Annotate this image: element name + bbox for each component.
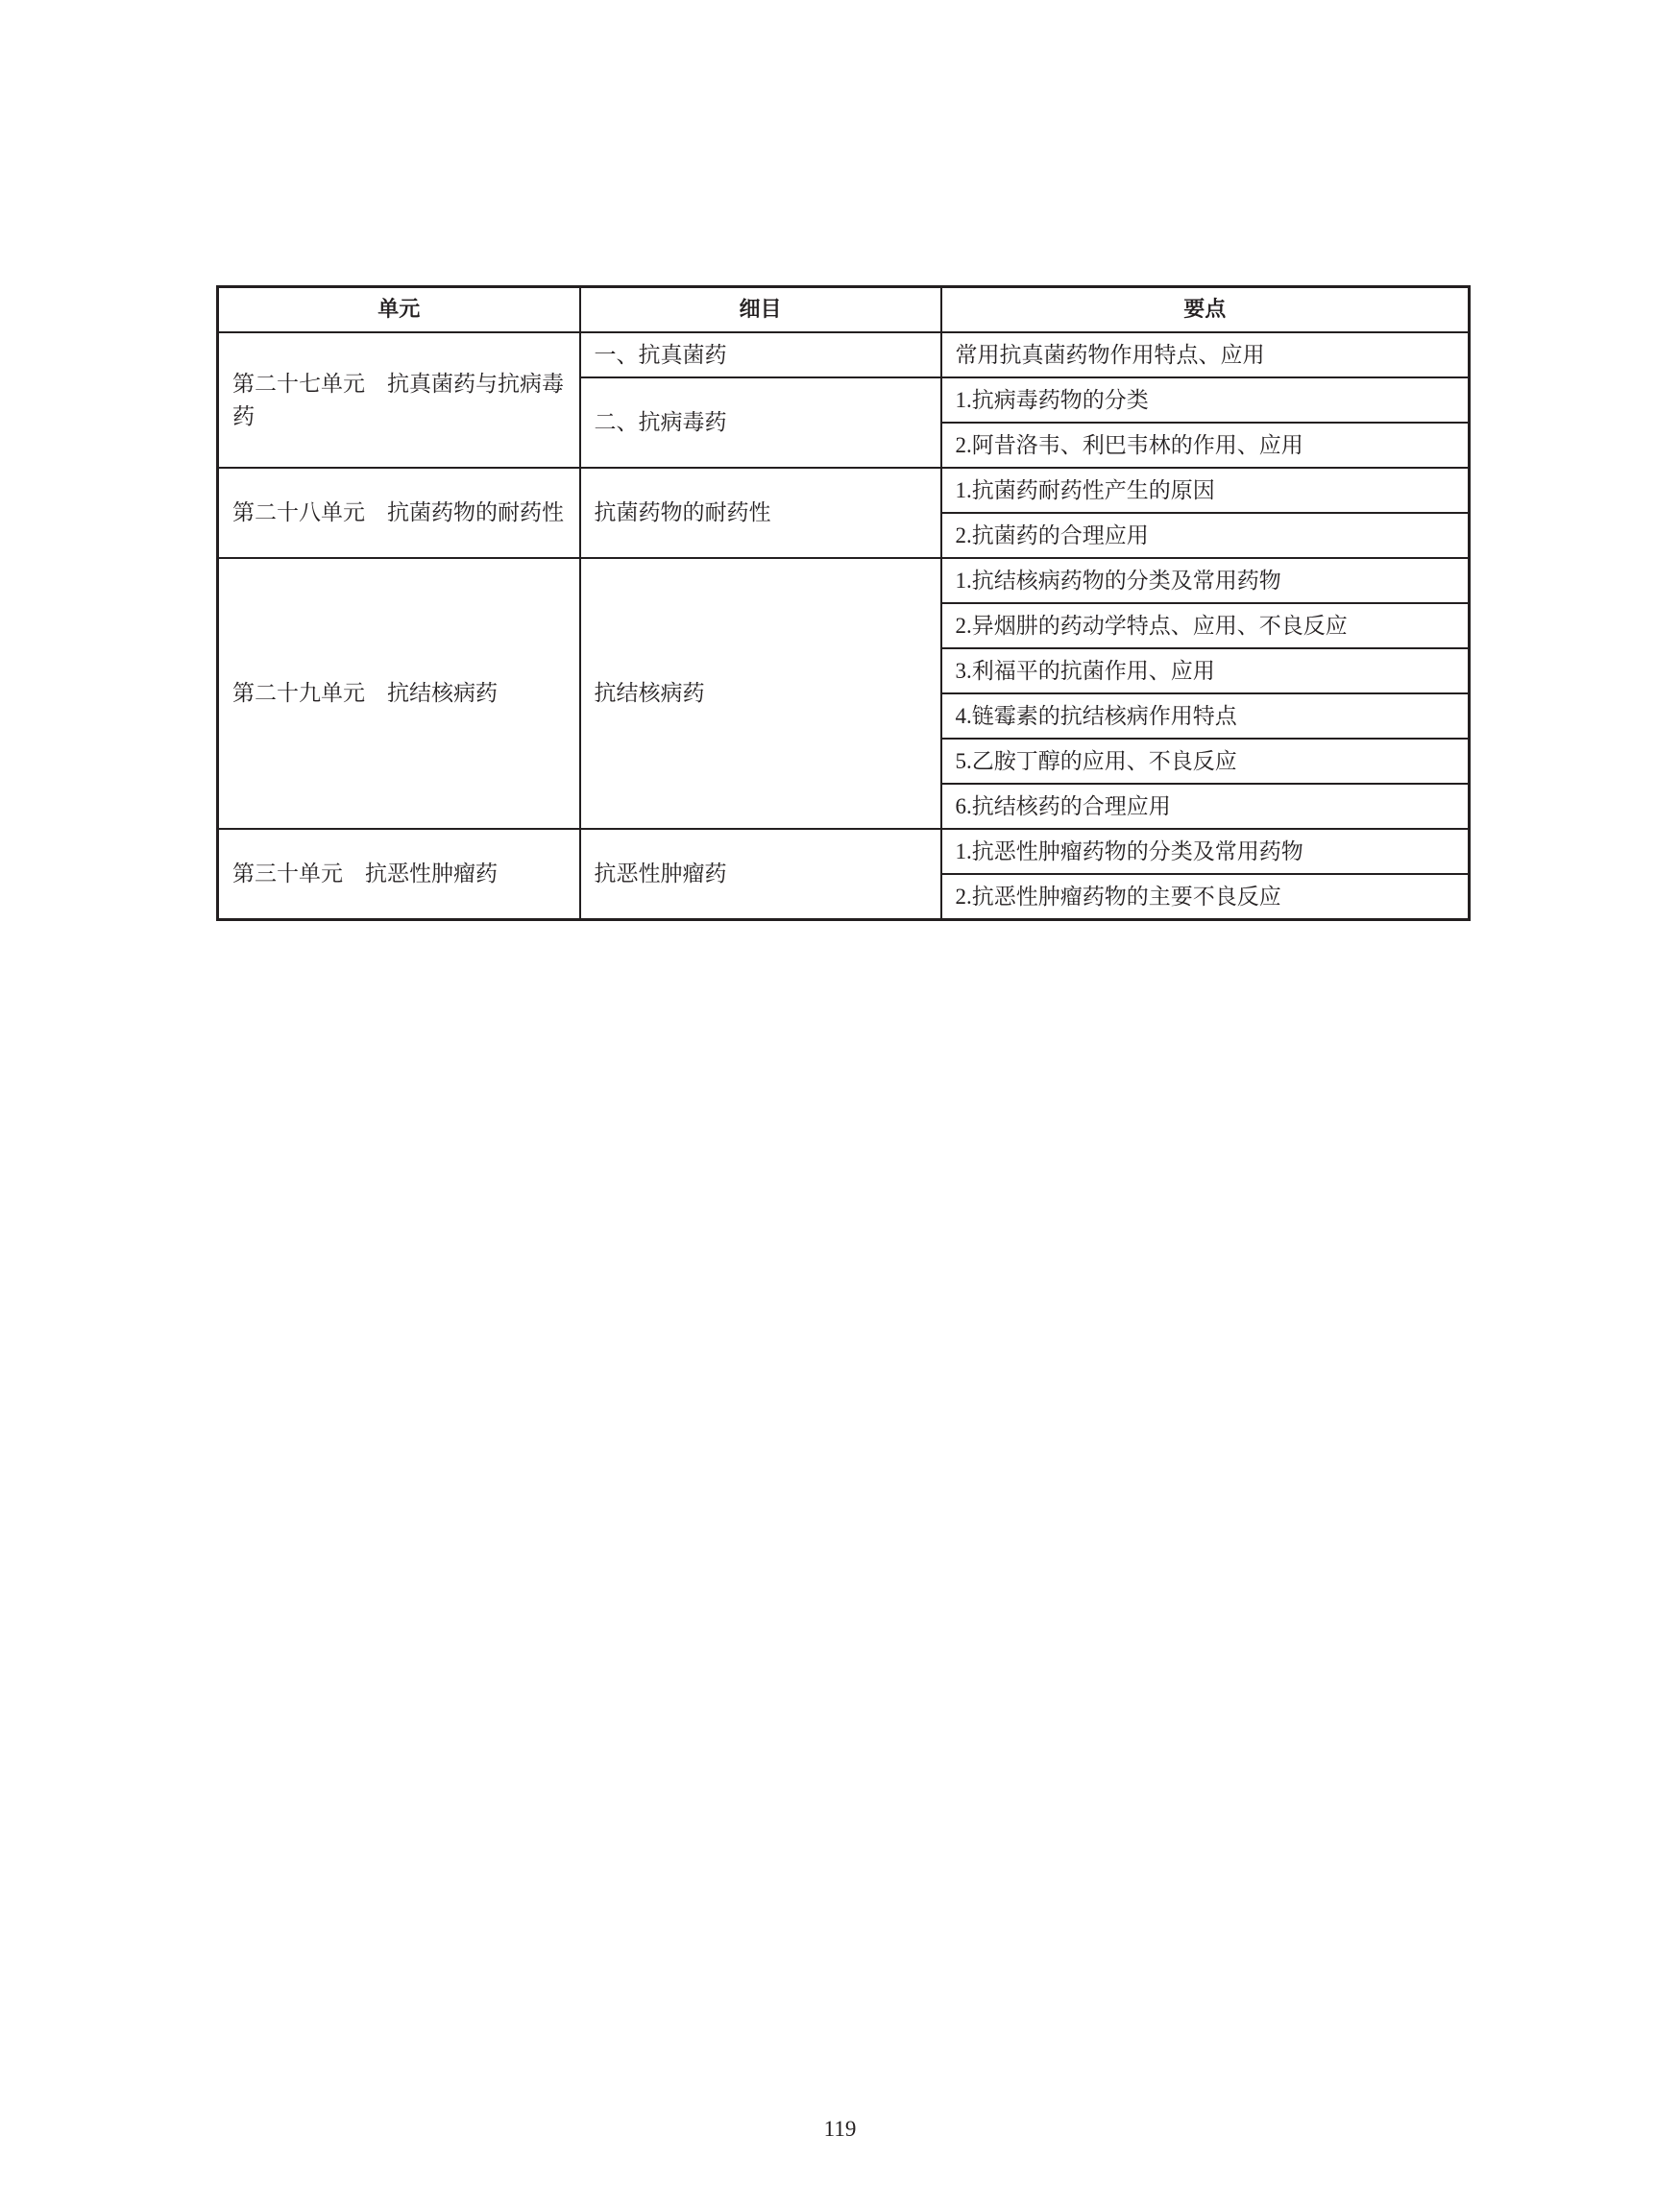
key-point-cell: 1.抗恶性肿瘤药物的分类及常用药物 (941, 829, 1470, 874)
table-header-row (218, 287, 1470, 333)
key-point-cell: 6.抗结核药的合理应用 (941, 784, 1470, 829)
table-row (218, 829, 1470, 874)
key-point-cell: 2.抗菌药的合理应用 (941, 513, 1470, 558)
key-point-cell: 5.乙胺丁醇的应用、不良反应 (941, 739, 1470, 784)
key-point-cell: 3.利福平的抗菌作用、应用 (941, 648, 1470, 693)
subitem-cell: 一、抗真菌药 (580, 332, 941, 377)
subitem-cell: 抗结核病药 (580, 558, 941, 829)
key-point-cell: 1.抗菌药耐药性产生的原因 (941, 468, 1470, 513)
key-point-cell: 1.抗病毒药物的分类 (941, 377, 1470, 423)
unit-cell: 第二十九单元 抗结核病药 (218, 558, 580, 829)
table-row (218, 558, 1470, 603)
page-number: 119 (823, 2117, 857, 2141)
subitem-cell: 二、抗病毒药 (580, 377, 941, 468)
header-key-points: 要点 (941, 287, 1470, 333)
table-row (218, 468, 1470, 513)
unit-cell: 第二十七单元 抗真菌药与抗病毒药 (218, 332, 580, 468)
unit-cell: 第二十八单元 抗菌药物的耐药性 (218, 468, 580, 558)
key-point-cell: 4.链霉素的抗结核病作用特点 (941, 693, 1470, 739)
subitem-cell: 抗恶性肿瘤药 (580, 829, 941, 920)
key-point-cell: 常用抗真菌药物作用特点、应用 (941, 332, 1470, 377)
header-subitem: 细目 (580, 287, 941, 333)
table-row (218, 332, 1470, 377)
header-unit: 单元 (218, 287, 580, 333)
key-point-cell: 2.抗恶性肿瘤药物的主要不良反应 (941, 874, 1470, 920)
subitem-cell: 抗菌药物的耐药性 (580, 468, 941, 558)
key-point-cell: 1.抗结核病药物的分类及常用药物 (941, 558, 1470, 603)
key-point-cell: 2.异烟肼的药动学特点、应用、不良反应 (941, 603, 1470, 648)
syllabus-table (216, 285, 1471, 921)
unit-cell: 第三十单元 抗恶性肿瘤药 (218, 829, 580, 920)
key-point-cell: 2.阿昔洛韦、利巴韦林的作用、应用 (941, 423, 1470, 468)
